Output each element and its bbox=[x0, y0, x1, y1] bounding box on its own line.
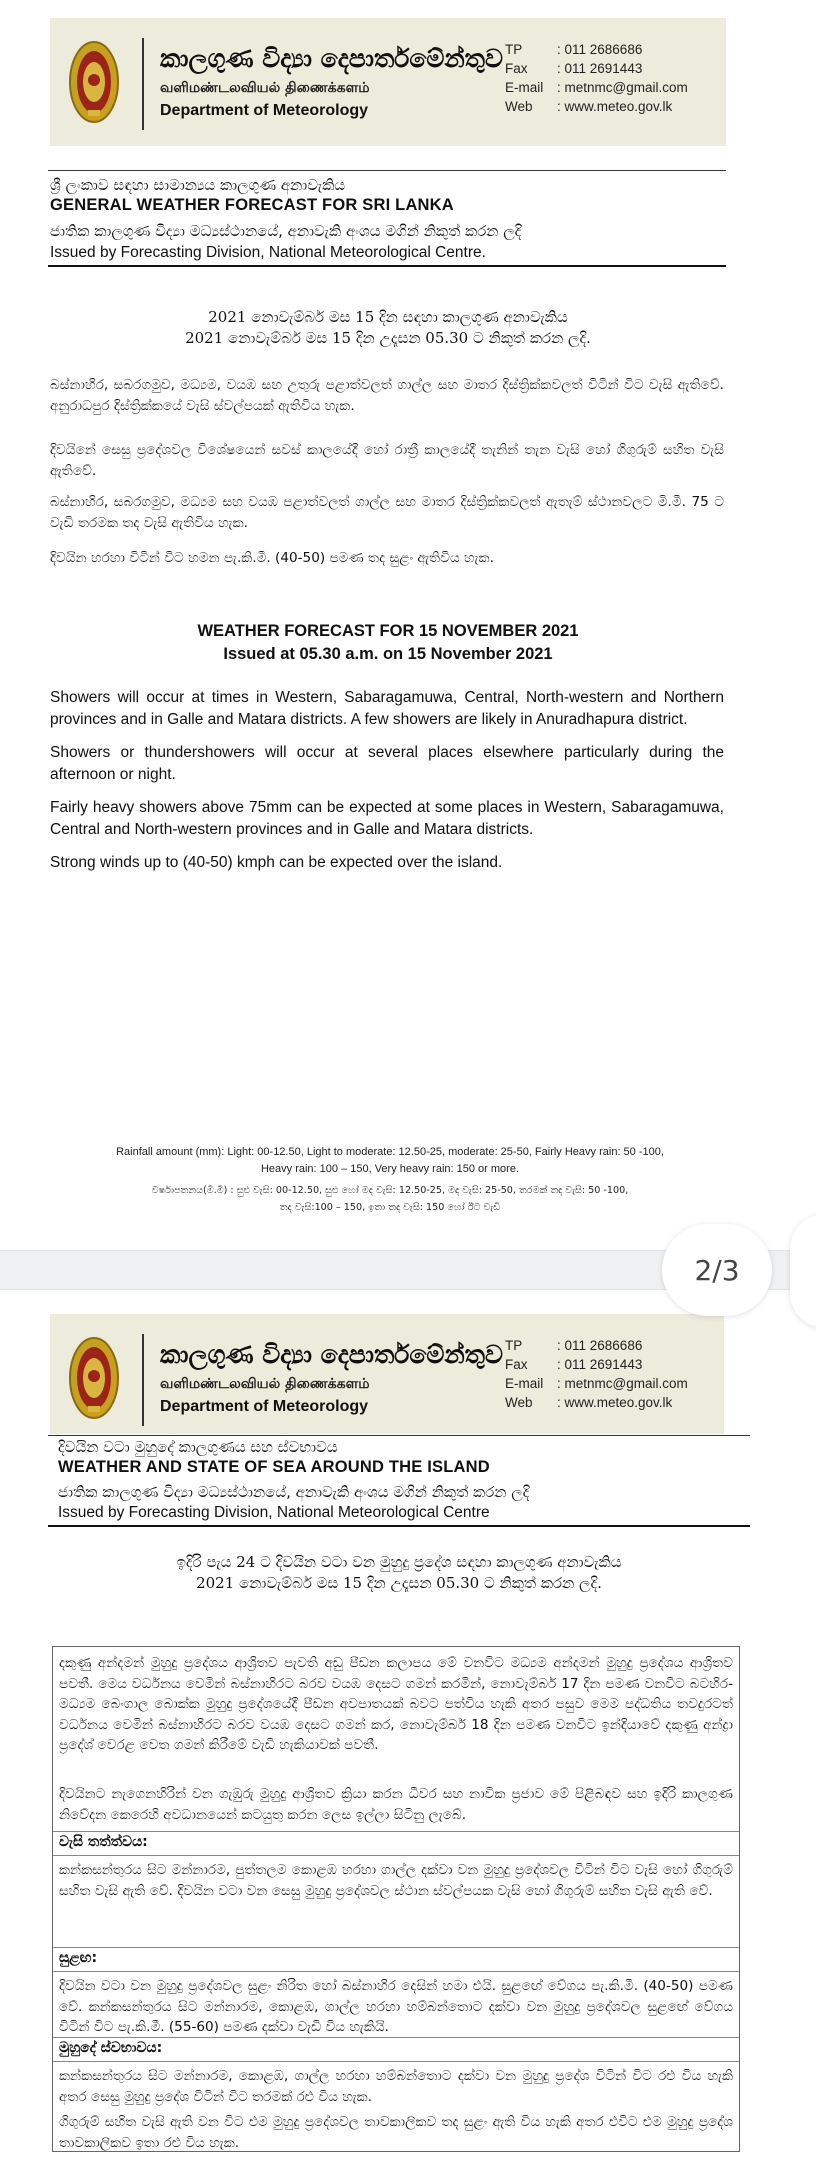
contact-row-email: E-mail : metnmc@gmail.com bbox=[505, 1376, 688, 1391]
sinhala-paragraph: බස්නාහිර, සබරගමුව, මධ්‍යම සහ වයඹ පළාත්වලත් ගාල්ල සහ මාතර දිස්ත්‍රික්කවලත් ඇතැම් ස්ථානවලට මි.මී. 75 ට වැඩි තරමක තද වැසි ඇතිවිය හැක. bbox=[50, 494, 724, 531]
department-name-tamil: வளிமண்டலவியல் திணைக்களம் bbox=[160, 80, 370, 96]
contact-row-tp: TP : 011 2686686 bbox=[505, 1338, 643, 1353]
contact-row-tp: TP : 011 2686686 bbox=[505, 42, 643, 57]
rainfall-note-sinhala: වර්ෂාපතනය(මි.මී) : සුළු වැසි: 00-12.50, සුළු හෝ මද වැසි: 12.50-25, මද වැසි: 25-50, තරමක් තද වැසි: 50 -100, තද වැසි:100 – 150, ඉතා තද වැසි: 150 හෝ ඊට වැඩි bbox=[151, 1185, 629, 1213]
sea-state-text: කන්කසන්තුරය සිට මන්නාරම, කොළඹ, ගාල්ල හරහා හම්බන්තොට දක්වා වන මුහුදු ප්‍රදේශ විටින් විට රළු විය හැකි අතර සෙසු මුහුදු ප්‍රදේශ විටින් විට තරමක් රළු විය හැක. bbox=[59, 2068, 733, 2105]
issuer-english: Issued by Forecasting Division, National Meteorological Centre. bbox=[50, 244, 486, 261]
sinhala-paragraph: දිවයිනේ සෙසු ප්‍රදේශවල විශේෂයෙන් සවස් කාලයේදී හෝ රාත්‍රී කාලයේදී තැනින් තැන වැසි හෝ ගිගුරුම් සහිත වැසි ඇතිවේ. bbox=[50, 442, 724, 479]
contact-row-email: E-mail : metnmc@gmail.com bbox=[505, 80, 688, 95]
department-name-tamil: வளிமண்டலவியல் திணைக்களம் bbox=[160, 1376, 370, 1392]
wind-text-row bbox=[53, 1971, 739, 2035]
letterhead-divider bbox=[142, 1334, 144, 1426]
rainfall-note-english: Rainfall amount (mm): Light: 00-12.50, Light to moderate: 12.50-25, moderate: 25-50, Fairly Heavy rain: 50 -100, Heavy rain: 100 – 150, Very heavy rain: 150 or more. bbox=[116, 1146, 664, 1175]
section-rule bbox=[48, 170, 726, 171]
issuer-sinhala: ජාතික කාලගුණ විද්‍යා මධ්‍යස්ථානයේ, අනාවැකි අංශය මගින් නිකුත් කරන ලදි bbox=[58, 1483, 530, 1501]
sea-subtitle-english: WEATHER AND STATE OF SEA AROUND THE ISLAND bbox=[58, 1458, 490, 1476]
rain-text-row bbox=[53, 1855, 739, 1899]
forecast-subtitle-english: GENERAL WEATHER FORECAST FOR SRI LANKA bbox=[50, 196, 454, 214]
issuer-sinhala: ජාතික කාලගුණ විද්‍යා මධ්‍යස්ථානයේ, අනාවැකි අංශය මගින් නිකුත් කරන ලදි bbox=[50, 222, 522, 240]
letterhead-divider bbox=[142, 38, 144, 130]
contact-row-web: Web : www.meteo.gov.lk bbox=[505, 1395, 673, 1410]
issuer-english: Issued by Forecasting Division, National Meteorological Centre bbox=[58, 1504, 490, 1521]
letterhead bbox=[50, 18, 726, 146]
contact-row-fax: Fax : 011 2691443 bbox=[505, 61, 643, 76]
sinhala-paragraph: දිවයින හරහා විටින් විට හමන පැ.කි.මී. (40-50) පමණ තද සුළං ඇතිවිය හැක. bbox=[50, 550, 494, 566]
page-indicator: 2/3 bbox=[662, 1224, 772, 1316]
sea-forecast-box bbox=[52, 1646, 740, 2152]
contact-block bbox=[505, 1336, 688, 1412]
letterhead bbox=[50, 1314, 724, 1434]
sea-forecast-date-sinhala: ඉදිරි පැය 24 ට දිවයින වටා වන මුහුදු ප්‍රදේශ සඳහා කාලගුණ අනාවැකිය 2021 නොවැම්බර් මස 15 දින උදෑසන 05.30 ට නිකුත් කරන ලදි. bbox=[176, 1553, 622, 1592]
english-paragraph: Strong winds up to (40-50) kmph can be expected over the island. bbox=[50, 854, 503, 871]
forecast-page-2 bbox=[0, 1290, 816, 2175]
sea-state-label: මුහුදේ ස්වභාවය: bbox=[59, 2040, 163, 2056]
wind-text: දිවයින වටා වන මුහුදු ප්‍රදේශවල සුළං නිරිත හෝ බස්නාහිර දෙසින් හමා එයි. සුළඟේ වේගය පැ.කි.මී. (40-50) පමණ වේ. කන්කසන්තුරය සිට මන්නාරම, කොළඹ, ගාල්ල හරහා හම්බන්තොට දක්වා වන මුහුදු ප්‍රදේශවල සුළඟේ වේගය විටින් විට පැ.කි.මී. (55-60) පමණ දක්වා වැඩි විය හැකියි. bbox=[59, 1978, 733, 2035]
department-name-english: Department of Meteorology bbox=[160, 1398, 369, 1415]
sea-state-label-row bbox=[53, 2037, 739, 2061]
forecast-date-sinhala: 2021 නොවැම්බර් මස 15 දින සඳහා කාලගුණ අනාවැකිය 2021 නොවැම්බර් මස 15 දින උදෑසන 05.30 ට නිකුත් කරන ලදි. bbox=[185, 308, 591, 347]
sinhala-paragraph: බස්නාහිර, සබරගමුව, මධ්‍යම, වයඹ සහ උතුරු පළාත්වලත් ගාල්ල සහ මාතර දිස්ත්‍රික්කවලත් විටින් විට වැසි ඇතිවේ. අනුරාධපුර දිස්ත්‍රික්කයේ වැසි ස්වල්පයක් ඇතිවිය හැක. bbox=[50, 377, 724, 414]
wind-label: සුළඟ: bbox=[59, 1950, 98, 1966]
department-name-english: Department of Meteorology bbox=[160, 102, 369, 119]
wind-label-row bbox=[53, 1947, 739, 1971]
section-rule-bold bbox=[48, 265, 726, 267]
forecast-subtitle-sinhala: ශ්‍රී ලංකාව සඳහා සාමාන්‍යය කාලගුණ අනාවැකිය bbox=[50, 176, 346, 194]
contact-block bbox=[505, 40, 688, 116]
section-rule bbox=[48, 1435, 750, 1436]
contact-row-fax: Fax : 011 2691443 bbox=[505, 1357, 643, 1372]
english-paragraph: Showers or thundershowers will occur at several places elsewhere particularly during the afternoon or night. bbox=[50, 744, 724, 783]
sea-advisory-paragraph: දිවයිනට නැගෙනහිරින් වන ගැඹුරු මුහුදු ආශ්‍රිතව ක්‍රියා කරන ධීවර සහ නාවික ප්‍රජාව මේ පිළිබඳව සහ ඉදිරි කාලගුණ නිවේදන කෙරෙහි අවධානයෙන් කටයුතු කරන ලෙස ඉල්ලා සිටිනු ලැබේ. bbox=[59, 1786, 733, 1823]
department-name-sinhala: කාලගුණ විද්‍යා දෙපාර්තමේන්තුව bbox=[160, 1340, 503, 1369]
rain-label-row bbox=[53, 1831, 739, 1855]
sea-state-text-thunder: ගිගුරුම් සහිත වැසි ඇති වන විට එම මුහුදු ප්‍රදේශවල තාවකාලිකව තද සුළං ඇති විය හැකි අතර එවිට එම මුහුදු ප්‍රදේශ තාවකාලිකව ඉතා රළු විය හැක. bbox=[59, 2114, 733, 2151]
sea-subtitle-sinhala: දිවයින වටා මුහුදේ කාලගුණය සහ ස්වභාවය bbox=[58, 1438, 338, 1456]
contact-row-web: Web : www.meteo.gov.lk bbox=[505, 99, 673, 114]
english-paragraph: Fairly heavy showers above 75mm can be expected at some places in Western, Sabaragamuwa, Central and North-western provinces and in Galle and Matara districts. bbox=[50, 799, 724, 838]
national-emblem-icon bbox=[68, 36, 120, 128]
rain-label: වැසි තත්ත්වය: bbox=[59, 1834, 148, 1850]
sea-intro-paragraph: දකුණු අන්දමන් මුහුදු ප්‍රදේශය ආශ්‍රිතව පැවති අඩු පීඩන කලාපය මේ වනවිට මධ්‍යම අන්දමන් මුහුදු ප්‍රදේශය ආශ්‍රිතව පවතී. මෙය වර්ධනය වෙමින් බස්නාහිරට බරව වයඹ දෙසට ගමන් කරමින්, නොවැම්බර් 17 දින පමණ වනවිට බටහිර-මධ්‍යම බෙංගාල බොක්ක මුහුදු ප්‍රදේශයේදී පීඩන අවපාතයක් බවට පත්විය හැකි අතර පසුව මෙම පද්ධතිය තවදුරටත් වර්ධනය වෙමින් බස්නාහිරට බරව වයඹ දෙසට ගමන් කර, නොවැම්බර් 18 දින පමණ වනවිට ඉන්දියාවේ දකුණු අන්ද්‍රා ප්‍රදේශ් වෙරළ වෙත ගමන් කිරීමේ වැඩි හැකියාවක් පවතී. bbox=[59, 1655, 733, 1753]
rain-text: කන්කසන්තුරය සිට මන්නාරම, පුත්තලම කොළඹ හරහා ගාල්ල දක්වා වන මුහුදු ප්‍රදේශවල විටින් විට වැසි හෝ ගිගුරුම් සහිත වැසි ඇති වේ. දිවයින වටා වන සෙසු මුහුදු ප්‍රදේශවල ස්ථාන ස්වල්පයක වැසි හෝ ගිගුරුම් සහිත වැසි ඇති වේ. bbox=[59, 1862, 733, 1899]
english-paragraph: Showers will occur at times in Western, Sabaragamuwa, Central, North-western and Northern provinces and in Galle and Matara districts. A few showers are likely in Anuradhapura district. bbox=[50, 689, 724, 728]
forecast-title-english: WEATHER FORECAST FOR 15 NOVEMBER 2021 Issued at 05.30 a.m. on 15 November 2021 bbox=[197, 622, 579, 663]
national-emblem-icon bbox=[68, 1332, 120, 1424]
section-rule-bold bbox=[48, 1525, 750, 1527]
sea-state-text-row bbox=[53, 2061, 739, 2151]
department-name-sinhala: කාලගුණ විද්‍යා දෙපාර්තමේන්තුව bbox=[160, 44, 503, 73]
